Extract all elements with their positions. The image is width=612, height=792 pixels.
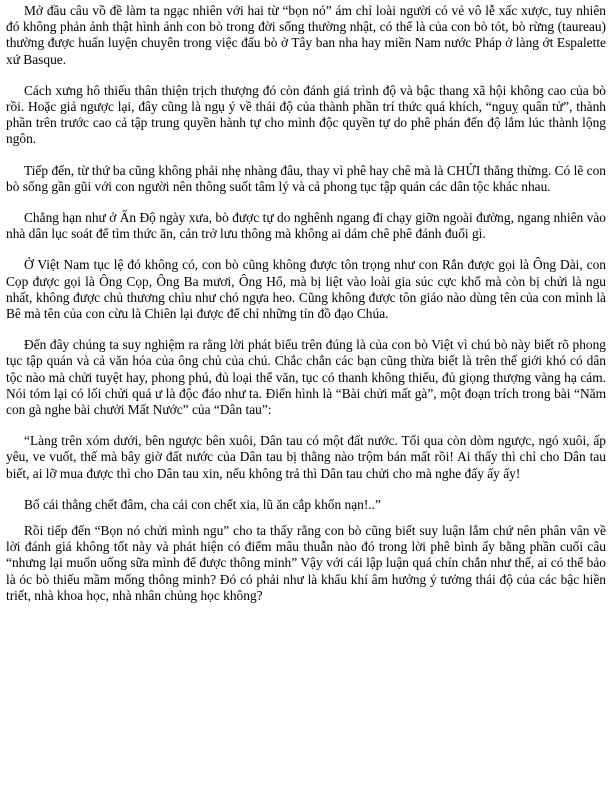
quote-closing-line: Bố cái thằng chết đâm, cha cái con chết xia, lũ ăn cắp khốn nạn!..”	[24, 496, 381, 512]
paragraph-4: Chẳng hạn như ở Ấn Độ ngày xưa, bò được tự do nghênh ngang đi chạy giỡn ngoài đường, ngang nhiên vào nhà dân lục soát để tìm thức ăn, cản trở lưu thông mà không ai dám chê phê đánh đuổi gì.	[6, 210, 606, 242]
paragraph-1: Mở đầu câu vồ đề làm ta ngạc nhiên với hai từ “bọn nó” ám chỉ loài người có vẻ vô lễ xấc xược, tuy nhiên đó không phản ảnh thật hình ảnh con bò trong đời sống thường nhật, có thể là của con bò tót, bò rừng (taureau) thường được huấn luyện chuyên trong việc đấu bò ở Tây ban nha hay miền Nam nước Pháp ở làng ớt Espalette xứ Basque.	[6, 3, 606, 67]
paragraph-9: Rồi tiếp đến “Bọn nó chửi mình ngu” cho ta thấy rằng con bò cũng biết suy luận lắm chứ nên phân vân về lời đánh giá không tốt này và phát hiện có điểm mâu thuẫn nào đó trong lời phê bình ấy bằng phần cuối câu “nhưng lại muốn uống sữa mình để được thông minh” Vậy với cái lập luận quá chín chắn như thế, ai có thể bảo là óc bò thiếu mầm mống thông minh? Đó có phải như là khẩu khí âm hưởng ý tưởng thái độ của các bậc hiền triết, nhà khoa học, nhà nhân chủng học không?	[6, 523, 606, 603]
paragraph-6: Đến đây chúng ta suy nghiệm ra rằng lời phát biểu trên đúng là của con bò Việt vì chú bò này biết rõ phong tục tập quán và cả văn hóa của ông chủ của chú. Chắc chắn các bạn cũng thừa biết là trên thế giới khó có dân tộc nào mà chửi tuyệt hay, phong phú, đủ loại thể văn, tục có thanh không thiếu, đủ giọng thượng vàng hạ cám. Nói tóm lại có lối chửi quá ư là độc đáo như ta. Điển hình là “Bài chửi mất gà”, một đoạn trích trong bài “Năm con gà nghe bài chưởi Mất Nước” của “Dân tau”:	[6, 337, 606, 418]
paragraph-2: Cách xưng hô thiếu thân thiện trịch thượng đó còn đánh giá trình độ và bậc thang xã hội không cao của bò rồi. Hoặc giả ngược lại, đây cũng là ngụ ý về thái độ của thành phần trí thức quá khích, “nguỵ quân tử”, thành phần trên trước cao cả tập trung quyền hành tự cho mình độc quyền tự do phê phán đến độ lắm lúc thành lộng ngôn.	[6, 82, 606, 147]
quote-paragraph: “Làng trên xóm dưới, bên ngược bên xuôi, Dân tau có một đất nước. Tối qua còn dòm ngược, ngó xuôi, ấp yêu, ve vuốt, thế mà bây giờ đất nước của Dân tau bị thằng nào trộm bán mất rồi! Ai thấy thì chỉ cho Dân tau biết, ai lỡ mua được thì cho Dân tau xin, nếu không trả thì Dân tau chửi cho mà nghe đấy ấy ấy!	[6, 433, 606, 481]
paragraph-3: Tiếp đến, từ thứ ba cũng không phải nhẹ nhàng đâu, thay vì phê hay chê mà là CHỬI thẳng thừng. Có lẽ con bò sống gần gũi với con người nên thông suốt tâm lý và cả phong tục tập quán các dân tộc khác nhau.	[6, 162, 606, 194]
paragraph-5: Ở Việt Nam tục lệ đó không có, con bò cũng không được tôn trọng như con Rắn được gọi là Ông Dài, con Cọp được gọi là Ông Cọp, Ông Ba mươi, Ông Hổ, mà bị liệt vào loài gia súc cực khổ mà còn bị chửi là ngu nhất, không được chủ thương chìu như chó ngựa heo. Cũng không được tôn giáo nào dùng tên của con mình là Bê mà tên của con cừu là Chiên lại được để chỉ những tín đồ đạo Chúa.	[6, 257, 606, 322]
